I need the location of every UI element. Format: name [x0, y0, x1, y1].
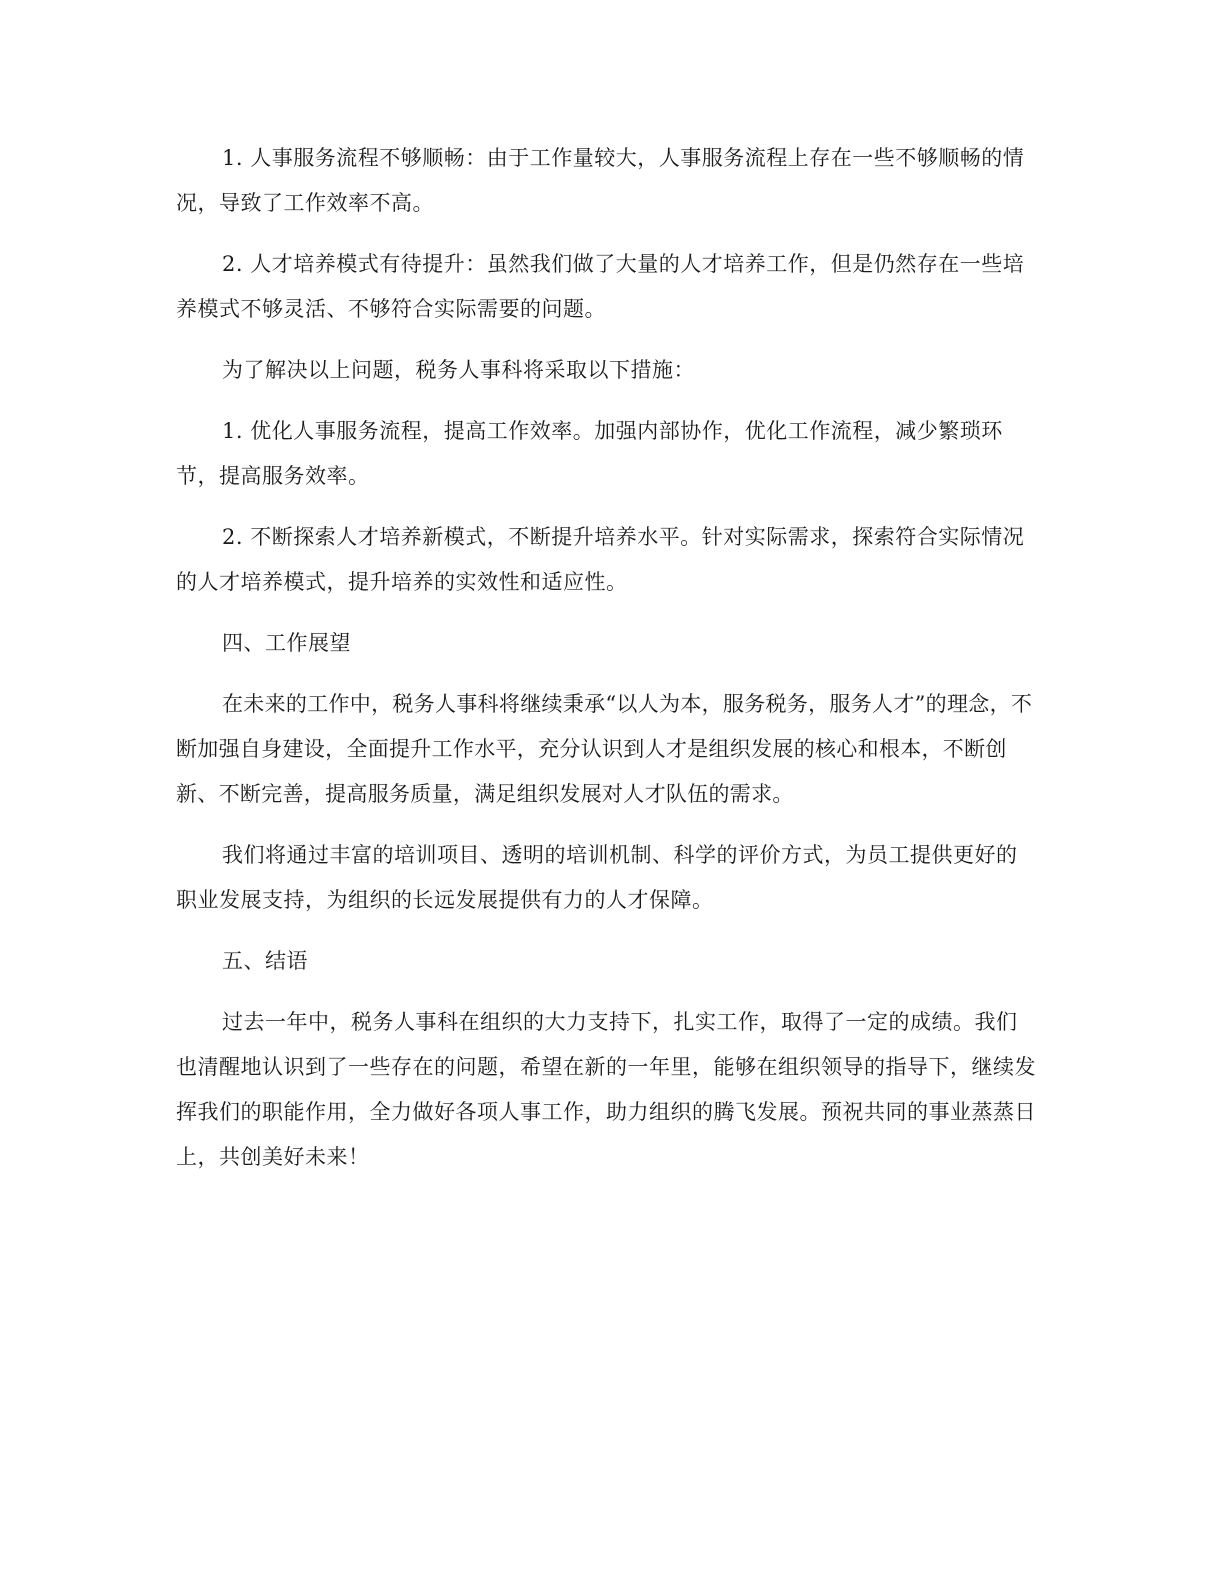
- paragraph-conclusion: 过去一年中，税务人事科在组织的大力支持下，扎实工作，取得了一定的成绩。我们也清醒地认识到了一些存在的问题，希望在新的一年里，能够在组织领导的指导下，继续发挥我们的职能作用，全力做好各项人事工作，助力组织的腾飞发展。预祝共同的事业蒸蒸日上，共创美好未来！: [176, 1010, 1036, 1169]
- paragraph-issue-2: 2. 人才培养模式有待提升：虽然我们做了大量的人才培养工作，但是仍然存在一些培养模式不够灵活、不够符合实际需要的问题。: [176, 252, 1025, 321]
- section-heading-conclusion: 五、结语: [222, 949, 308, 973]
- section-heading-outlook: 四、工作展望: [222, 631, 351, 655]
- paragraph-issue-1: 1. 人事服务流程不够顺畅：由于工作量较大，人事服务流程上存在一些不够顺畅的情况，导致了工作效率不高。: [176, 146, 1025, 215]
- paragraph-measure-2: 2. 不断探索人才培养新模式，不断提升培养水平。针对实际需求，探索符合实际情况的人才培养模式，提升培养的实效性和适应性。: [176, 525, 1025, 594]
- paragraph-outlook-2: 我们将通过丰富的培训项目、透明的培训机制、科学的评价方式，为员工提供更好的职业发展支持，为组织的长远发展提供有力的人才保障。: [176, 843, 1018, 912]
- paragraph-measure-1: 1. 优化人事服务流程，提高工作效率。加强内部协作，优化工作流程，减少繁琐环节，提高服务效率。: [176, 419, 1003, 488]
- paragraph-outlook-1: 在未来的工作中，税务人事科将继续秉承“以人为本，服务税务，服务人才”的理念，不断加强自身建设，全面提升工作水平，充分认识到人才是组织发展的核心和根本，不断创新、不断完善，提高服务质量，满足组织发展对人才队伍的需求。: [176, 692, 1033, 806]
- document-body: [176, 136, 1036, 1196]
- paragraph-measures-intro: 为了解决以上问题，税务人事科将采取以下措施：: [222, 358, 695, 382]
